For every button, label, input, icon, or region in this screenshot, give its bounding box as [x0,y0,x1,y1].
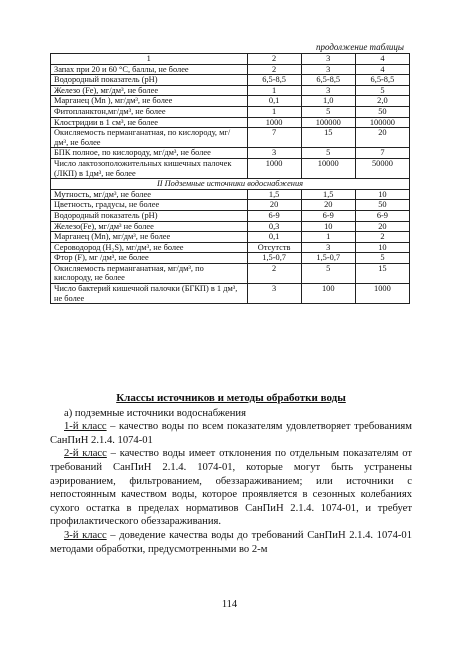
parameter-cell: Водородный показатель (рН) [51,75,248,86]
table-row [51,64,410,75]
value-cell: 0,1 [247,232,301,243]
value-cell: 6-9 [355,210,409,221]
section-heading: Классы источников и методы обработки воды [116,392,346,404]
parameter-cell: Окисляемость перманганатная, по кислороду, мг/дм³, не более [51,128,248,148]
value-cell: 3 [247,284,301,304]
value-cell: 1,0 [301,96,355,107]
parameter-cell: Число лактозоположительных кишечных палочек (ЛКП) в 1дм³, не более [51,158,248,178]
continuation-note: продолжение таблицы [315,42,404,52]
table-row [51,221,410,232]
subheading: а) подземные источники водоснабжения [64,407,246,419]
value-cell: 1 [247,106,301,117]
value-cell: 50 [355,200,409,211]
value-cell: 10 [355,242,409,253]
value-cell: 100000 [301,117,355,128]
value-cell: 100 [301,284,355,304]
table-row [51,148,410,159]
value-cell: 3 [301,242,355,253]
value-cell: 2 [247,263,301,283]
table-header-row [51,54,410,65]
page-number: 114 [221,599,238,610]
value-cell: 3 [247,148,301,159]
value-cell: 6-9 [301,210,355,221]
section-title-cell: II Подземные источники водоснабжения [51,179,410,190]
water-quality-table [50,53,410,304]
value-cell: 1 [301,232,355,243]
table-row [51,85,410,96]
parameter-cell: Число бактерий кишечной палочки (БГКП) в 1 дм³, не более [51,284,248,304]
value-cell: 0,1 [247,96,301,107]
value-cell: 1000 [355,284,409,304]
value-cell: 5 [355,85,409,96]
value-cell: 5 [301,148,355,159]
value-cell: 1 [247,85,301,96]
class1-label: 1-й класс [64,421,107,433]
parameter-cell: БПК полное, по кислороду, мг/дм³, не более [51,148,248,159]
table-row [51,242,410,253]
table-row [51,117,410,128]
value-cell: 6-9 [247,210,301,221]
column-number-cell: 1 [51,54,248,65]
table-row [51,263,410,283]
value-cell: 20 [301,200,355,211]
value-cell: 20 [355,221,409,232]
table-row [51,106,410,117]
value-cell: 100000 [355,117,409,128]
class3-label: 3-й класс [64,529,107,541]
value-cell: 50000 [355,158,409,178]
value-cell: 1,5 [247,189,301,200]
parameter-cell: Марганец (Mn), мг/дм³, не более [51,232,248,243]
value-cell: 6,5-8,5 [301,75,355,86]
parameter-cell: Водородный показатель (рН) [51,210,248,221]
value-cell: 7 [247,128,301,148]
class1-paragraph [50,420,412,447]
value-cell: 1,5-0,7 [301,253,355,264]
table-row [51,128,410,148]
value-cell: 0,3 [247,221,301,232]
value-cell: 1000 [247,158,301,178]
class3-text: – доведение качества воды до требований СанПиН 2.1.4. 1074-01 методами обработки, предусмотренными во 2-м [50,529,412,555]
value-cell: 2,0 [355,96,409,107]
parameter-cell: Железо(Fe), мг/дм³ не более [51,221,248,232]
parameter-cell: Фтор (F), мг /дм³, не более [51,253,248,264]
class2-label: 2-й класс [64,448,107,460]
parameter-cell: Фитопланктон,мг/дм³, не более [51,106,248,117]
class1-text: – качество воды по всем показателям удовлетворяет требованиям СанПиН 2.1.4. 1074-01 [50,421,412,446]
value-cell: 6,5-8,5 [355,75,409,86]
value-cell: 10 [301,221,355,232]
value-cell: 5 [301,106,355,117]
table-row [51,96,410,107]
column-number-cell: 4 [355,54,409,65]
value-cell: 2 [355,232,409,243]
parameter-cell: Мутность, мг/дм³, не более [51,189,248,200]
parameter-cell: Марганец (Mn ), мг/дм³, не более [51,96,248,107]
value-cell: 3 [301,85,355,96]
value-cell: 5 [301,263,355,283]
parameter-cell: Клостридии в 1 см³, не более [51,117,248,128]
value-cell: 20 [247,200,301,211]
table-row [51,189,410,200]
value-cell: 1000 [247,117,301,128]
value-cell: 20 [355,128,409,148]
parameter-cell: Цветность, градусы, не более [51,200,248,211]
class3-paragraph [50,529,412,556]
table-row [51,210,410,221]
class2-text: – качество воды имеет отклонения по отдельным показателям от требований СанПиН 2.1.4. 1074-01, которые могут быть устранены аэрированием, фильтрованием, обеззараживанием; или источники с непостоянным качеством воды, которое проявляется в сезонных колебаниях сухого остатка в пределах нормативов СанПиН 2.1.4. 1074-01, и требует профилактического обеззараживания. [50,448,412,528]
value-cell: 15 [301,128,355,148]
parameter-cell: Железо (Fe), мг/дм³, не более [51,85,248,96]
parameter-cell: Окисляемость перманганатная, мг/дм³, по кислороду, не более [51,263,248,283]
column-number-cell: 3 [301,54,355,65]
value-cell: 10000 [301,158,355,178]
value-cell: 3 [301,64,355,75]
text-body [50,392,412,556]
value-cell: 6,5-8,5 [247,75,301,86]
value-cell: 1,5 [301,189,355,200]
table-row [51,232,410,243]
value-cell: 2 [247,64,301,75]
value-cell: 10 [355,189,409,200]
value-cell: 7 [355,148,409,159]
value-cell: 15 [355,263,409,283]
column-number-cell: 2 [247,54,301,65]
parameter-cell: Сероводород (H₂S), мг/дм³, не более [51,242,248,253]
section-row [51,179,410,190]
value-cell: 4 [355,64,409,75]
table-row [51,253,410,264]
value-cell: 5 [355,253,409,264]
value-cell: 50 [355,106,409,117]
value-cell: Отсутств [247,242,301,253]
table-row [51,75,410,86]
table-row [51,200,410,211]
value-cell: 1,5-0,7 [247,253,301,264]
parameter-cell: Запах при 20 и 60 °С, баллы, не более [51,64,248,75]
class2-paragraph [50,447,412,529]
table-row [51,158,410,178]
table-row [51,284,410,304]
